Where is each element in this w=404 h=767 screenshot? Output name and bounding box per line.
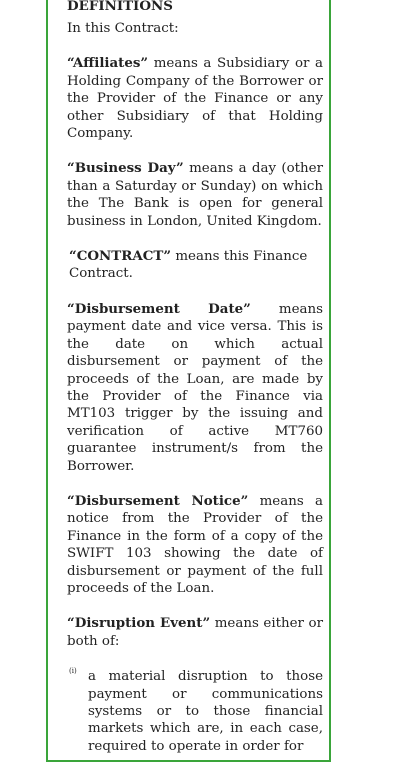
definition-term: “Business Day” [67,160,184,177]
definition-term: “Disruption Event” [67,615,211,632]
list-item-text: a material disruption to those payment or communications systems or to those financial markets which are, in each case, required to operate in order for [88,669,323,754]
section-heading: DEFINITIONS [67,0,173,14]
definition-disbursement-date [67,301,323,475]
definition-term: “Disbursement Notice” [67,492,249,509]
definition-term: “Affiliates” [67,55,149,72]
definition-disruption-event [67,615,323,650]
definition-text: means either or both of: [67,616,324,649]
list-item [67,668,323,755]
definition-text: means payment date and vice versa. This is the date on which actual disbursement or payment of the proceeds of the Loan, are made by the Provider of the Finance via MT103 trigger by the issuing and verification of active MT760 guarantee instrument/s from the Borrower. [67,301,324,474]
definition-term: “CONTRACT” [69,248,172,265]
definition-text: means a day (other than a Saturday or Sunday) on which the The Bank is open for general business in London, United Kingdom. [67,161,323,229]
definition-term: “Disbursement Date” [67,300,251,317]
definition-affiliates [67,55,323,142]
definition-contract [69,248,323,283]
definition-text: means a Subsidiary or a Holding Company of the Borrower or the Provider of the Finance or any other Subsidiary of that Holding Company. [67,56,323,142]
document-body [67,0,323,755]
definition-business-day [67,160,323,230]
definition-text: means a notice from the Provider of the Finance in the form of a copy of the SWIFT 103 showing the date of disbursement or payment of the full proceeds of the Loan. [67,493,323,596]
intro-text: In this Contract: [67,21,179,36]
definition-disbursement-notice [67,493,323,597]
definition-text: means this Finance Contract. [69,249,308,282]
list-marker: (i) [69,667,77,676]
